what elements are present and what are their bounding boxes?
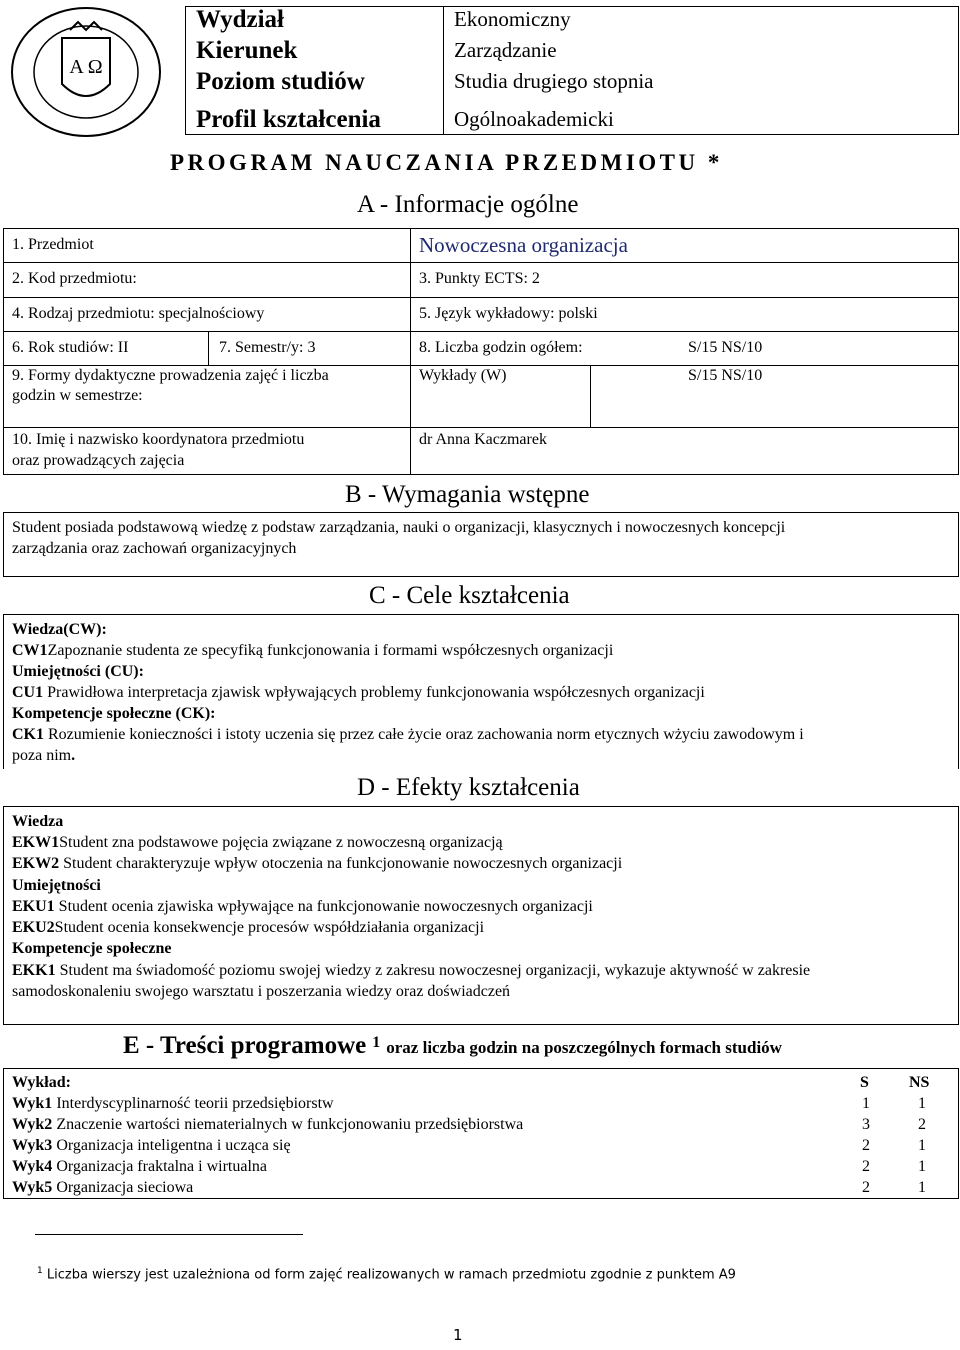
efekt-eku1 xyxy=(12,896,593,917)
wyk-row xyxy=(12,1114,523,1135)
efekt-kompetencje-heading: Kompetencje społeczne xyxy=(12,940,172,957)
wyk-s: 2 xyxy=(862,1137,870,1154)
footnote xyxy=(37,1266,736,1282)
section-b-text-line2: zarządzania oraz zachowań organizacyjnych xyxy=(12,540,297,557)
header-label-wydzial: Wydział xyxy=(196,6,284,33)
efekt-ekw2 xyxy=(12,853,622,874)
cel-cu1 xyxy=(12,682,705,703)
program-title: PROGRAM NAUCZANIA PRZEDMIOTU * xyxy=(170,150,723,175)
wyk-text: Organizacja sieciowa xyxy=(52,1179,194,1196)
header-label-poziom: Poziom studiów xyxy=(196,68,365,95)
efekt-umiejetnosci-heading: Umiejętności xyxy=(12,877,101,894)
wyk-ns: 1 xyxy=(918,1158,926,1175)
liczba-godzin-value: S/15 NS/10 xyxy=(688,339,763,356)
page-number: 1 xyxy=(453,1326,463,1344)
wyklady-label: Wykłady (W) xyxy=(419,367,507,384)
col-ns-header: NS xyxy=(909,1074,930,1091)
wyk-row xyxy=(12,1135,291,1156)
wyk-ns: 1 xyxy=(918,1179,926,1196)
wyk-text: Organizacja fraktalna i wirtualna xyxy=(52,1158,268,1175)
wyk-text: Interdyscyplinarność teorii przedsiębiorstw xyxy=(52,1095,334,1112)
section-a-title: A - Informacje ogólne xyxy=(357,191,579,218)
formy-label-line2: godzin w semestrze: xyxy=(12,387,143,404)
efekt-ekk1 xyxy=(12,960,810,981)
wyk-code: Wyk1 xyxy=(12,1095,53,1112)
wyk-ns: 1 xyxy=(918,1137,926,1154)
wyk-s: 1 xyxy=(862,1095,870,1112)
logo-letters: A Ω xyxy=(69,56,103,78)
efekt-ekw2-code: EKW2 xyxy=(12,855,60,872)
efekt-ekk1-line2: samodoskonaleniu swojego warsztatu i poszerzania wiedzy oraz doświadczeń xyxy=(12,983,511,1000)
wyk-s: 3 xyxy=(862,1116,870,1133)
efekt-eku2-code: EKU2 xyxy=(12,919,55,936)
efekt-eku1-text: Student ocenia zjawiska wpływające na funkcjonowanie nowoczesnych organizacji xyxy=(54,898,593,915)
cel-ck1 xyxy=(12,724,804,745)
cel-wiedza-heading: Wiedza(CW): xyxy=(12,621,107,638)
wyk-row xyxy=(12,1093,334,1114)
wyk-code: Wyk3 xyxy=(12,1137,53,1154)
koordynator-label-line1: 10. Imię i nazwisko koordynatora przedmiotu xyxy=(12,431,305,448)
section-d-title: D - Efekty kształcenia xyxy=(357,774,580,801)
semestr-field: 7. Semestr/y: 3 xyxy=(219,339,316,356)
cel-cw1-code: CW1 xyxy=(12,642,48,659)
efekt-ekw1-code: EKW1 xyxy=(12,834,60,851)
wyklad-heading: Wykład: xyxy=(12,1074,71,1091)
section-c-title: C - Cele kształcenia xyxy=(369,582,570,609)
rok-field: 6. Rok studiów: II xyxy=(12,339,129,356)
wyk-text: Organizacja inteligentna i ucząca się xyxy=(52,1137,291,1154)
cel-ck1-text-line2: poza nim xyxy=(12,747,72,764)
rodzaj-field: 4. Rodzaj przedmiotu: specjalnościowy xyxy=(12,305,265,322)
formy-label-line1: 9. Formy dydaktyczne prowadzenia zajęć i liczba xyxy=(12,367,329,384)
wyk-code: Wyk5 xyxy=(12,1179,53,1196)
wyk-code: Wyk2 xyxy=(12,1116,53,1133)
ects-field: 3. Punkty ECTS: 2 xyxy=(419,270,540,287)
kod-label: 2. Kod przedmiotu: xyxy=(12,270,137,287)
efekt-ekw2-text: Student charakteryzuje wpływ otoczenia na funkcjonowanie nowoczesnych organizacji xyxy=(59,855,623,872)
cel-ck1-dot: . xyxy=(71,747,76,764)
efekt-ekk1-code: EKK1 xyxy=(12,962,56,979)
przedmiot-label: 1. Przedmiot xyxy=(12,236,94,253)
cel-umiejetnosci-heading: Umiejętności (CU): xyxy=(12,663,144,680)
jezyk-field: 5. Język wykładowy: polski xyxy=(419,305,598,322)
header-value-wydzial: Ekonomiczny xyxy=(454,7,571,31)
wyk-row xyxy=(12,1156,267,1177)
cel-ck1-line2 xyxy=(12,745,75,766)
efekt-eku2 xyxy=(12,917,484,938)
section-e-title xyxy=(123,1032,782,1060)
header-value-profil: Ogólnoakademicki xyxy=(454,107,614,131)
wyk-s: 2 xyxy=(862,1179,870,1196)
efekt-eku2-text: Student ocenia konsekwencje procesów współdziałania organizacji xyxy=(54,919,485,936)
efekt-eku1-code: EKU1 xyxy=(12,898,55,915)
header-value-kierunek: Zarządzanie xyxy=(454,38,557,62)
wyk-ns: 2 xyxy=(918,1116,926,1133)
col-s-header: S xyxy=(860,1074,869,1091)
cel-cu1-code: CU1 xyxy=(12,684,44,701)
header-value-poziom: Studia drugiego stopnia xyxy=(454,69,654,93)
efekt-ekk1-text: Student ma świadomość poziomu swojej wiedzy z zakresu nowoczesnej organizacji, wykazuje aktywność w zakresie xyxy=(55,962,811,979)
header-label-profil: Profil kształcenia xyxy=(196,106,381,133)
cel-ck1-code: CK1 xyxy=(12,726,44,743)
cel-cu1-text: Prawidłowa interpretacja zjawisk wpływających problemy funkcjonowania współczesnych organizacji xyxy=(43,684,705,701)
wyk-s: 2 xyxy=(862,1158,870,1175)
koordynator-value: dr Anna Kaczmarek xyxy=(419,431,547,448)
section-b-text-line1: Student posiada podstawową wiedzę z podstaw zarządzania, nauki o organizacji, klasycznych i nowoczesnych koncepcji xyxy=(12,519,786,536)
cel-cw1 xyxy=(12,640,613,661)
section-e-title-main: E - Treści programowe xyxy=(123,1032,367,1059)
university-logo xyxy=(6,4,166,140)
section-e-title-rest: oraz liczba godzin na poszczególnych formach studiów xyxy=(386,1038,782,1057)
footnote-text: Liczba wierszy jest uzależniona od form zajęć realizowanych w ramach przedmiotu zgodnie z punktem A9 xyxy=(46,1267,736,1283)
wyk-code: Wyk4 xyxy=(12,1158,53,1175)
efekt-ekw1-text: Student zna podstawowe pojęcia związane z nowoczesną organizacją xyxy=(59,834,503,851)
footnote-number: 1 xyxy=(37,1266,43,1276)
cel-ck1-text: Rozumienie konieczności i istoty uczenia się przez całe życie oraz zachowania norm etycznych wżyciu zawodowym i xyxy=(44,726,804,743)
liczba-godzin-label: 8. Liczba godzin ogółem: xyxy=(419,339,583,356)
wyklady-value: S/15 NS/10 xyxy=(688,367,763,384)
efekt-wiedza-heading: Wiedza xyxy=(12,813,64,830)
koordynator-label-line2: oraz prowadzących zajęcia xyxy=(12,452,185,469)
wyk-ns: 1 xyxy=(918,1095,926,1112)
section-b-title: B - Wymagania wstępne xyxy=(345,481,590,508)
cel-kompetencje-heading: Kompetencje społeczne (CK): xyxy=(12,705,216,722)
przedmiot-value: Nowoczesna organizacja xyxy=(419,233,628,257)
wyk-row xyxy=(12,1177,193,1198)
efekt-ekw1 xyxy=(12,832,503,853)
cel-cw1-text: Zapoznanie studenta ze specyfiką funkcjonowania i formami współczesnych organizacji xyxy=(47,642,614,659)
footnote-separator xyxy=(35,1234,303,1235)
header-label-kierunek: Kierunek xyxy=(196,37,298,64)
wyk-text: Znaczenie wartości niematerialnych w funkcjonowaniu przedsiębiorstwa xyxy=(52,1116,524,1133)
section-e-footnote-ref: 1 xyxy=(372,1033,381,1051)
